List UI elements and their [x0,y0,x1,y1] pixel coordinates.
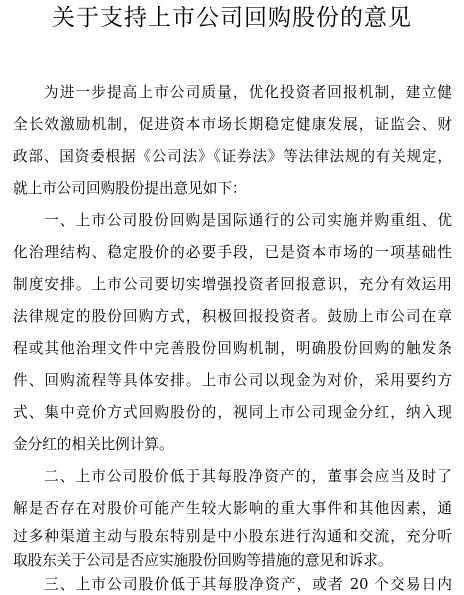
paragraph-line-16: 取股东关于公司是否应实施股份回购等措施的意见和诉求。 [13,552,393,569]
paragraph-line-11: 式、集中竞价方式回购股份的，视同上市公司现金分红，纳入现 [13,404,452,421]
paragraph-line-8: 法律规定的股份回购方式，积极回报投资者。鼓励上市公司在章 [13,308,452,325]
paragraph-line-10: 件、回购流程等具体安排。上市公司以现金为对价，采用要约方 [13,372,452,389]
paragraph-line-15: 过多种渠道主动与股东特别是中小股东进行沟通和交流，充分听 [13,528,452,545]
paragraph-line-5: 一、上市公司股份回购是国际通行的公司实施并购重组、优 [44,212,452,229]
paragraph-line-6: 化治理结构、稳定股价的必要手段，已是资本市场的一项基础性 [13,244,452,261]
paragraph-line-17: 三、上市公司股价低于其每股净资产，或者 20 个交易日内 [44,576,452,593]
document-title: 关于支持上市公司回购股份的意见 [52,5,412,31]
paragraph-line-2: 全长效激励机制，促进资本市场长期稳定健康发展，证监会、财 [13,116,452,133]
paragraph-line-12: 金分红的相关比例计算。 [13,436,174,453]
paragraph-line-4: 就上市公司回购股份提出意见如下： [13,180,247,197]
paragraph-line-3: 政部、国资委根据《公司法》《证券法》等法律法规的有关规定， [13,148,452,165]
paragraph-line-9: 程或其他治理文件中完善股份回购机制，明确股份回购的触发条 [13,340,452,357]
paragraph-line-13: 二、上市公司股价低于其每股净资产的，董事会应当及时了 [44,468,452,485]
paragraph-line-7: 制度安排。上市公司要切实增强投资者回报意识，充分有效运用 [13,276,452,293]
paragraph-line-14: 解是否存在对股价可能产生较大影响的重大事件和其他因素，通 [13,500,452,517]
paragraph-line-1: 为进一步提高上市公司质量，优化投资者回报机制，建立健 [44,84,452,101]
